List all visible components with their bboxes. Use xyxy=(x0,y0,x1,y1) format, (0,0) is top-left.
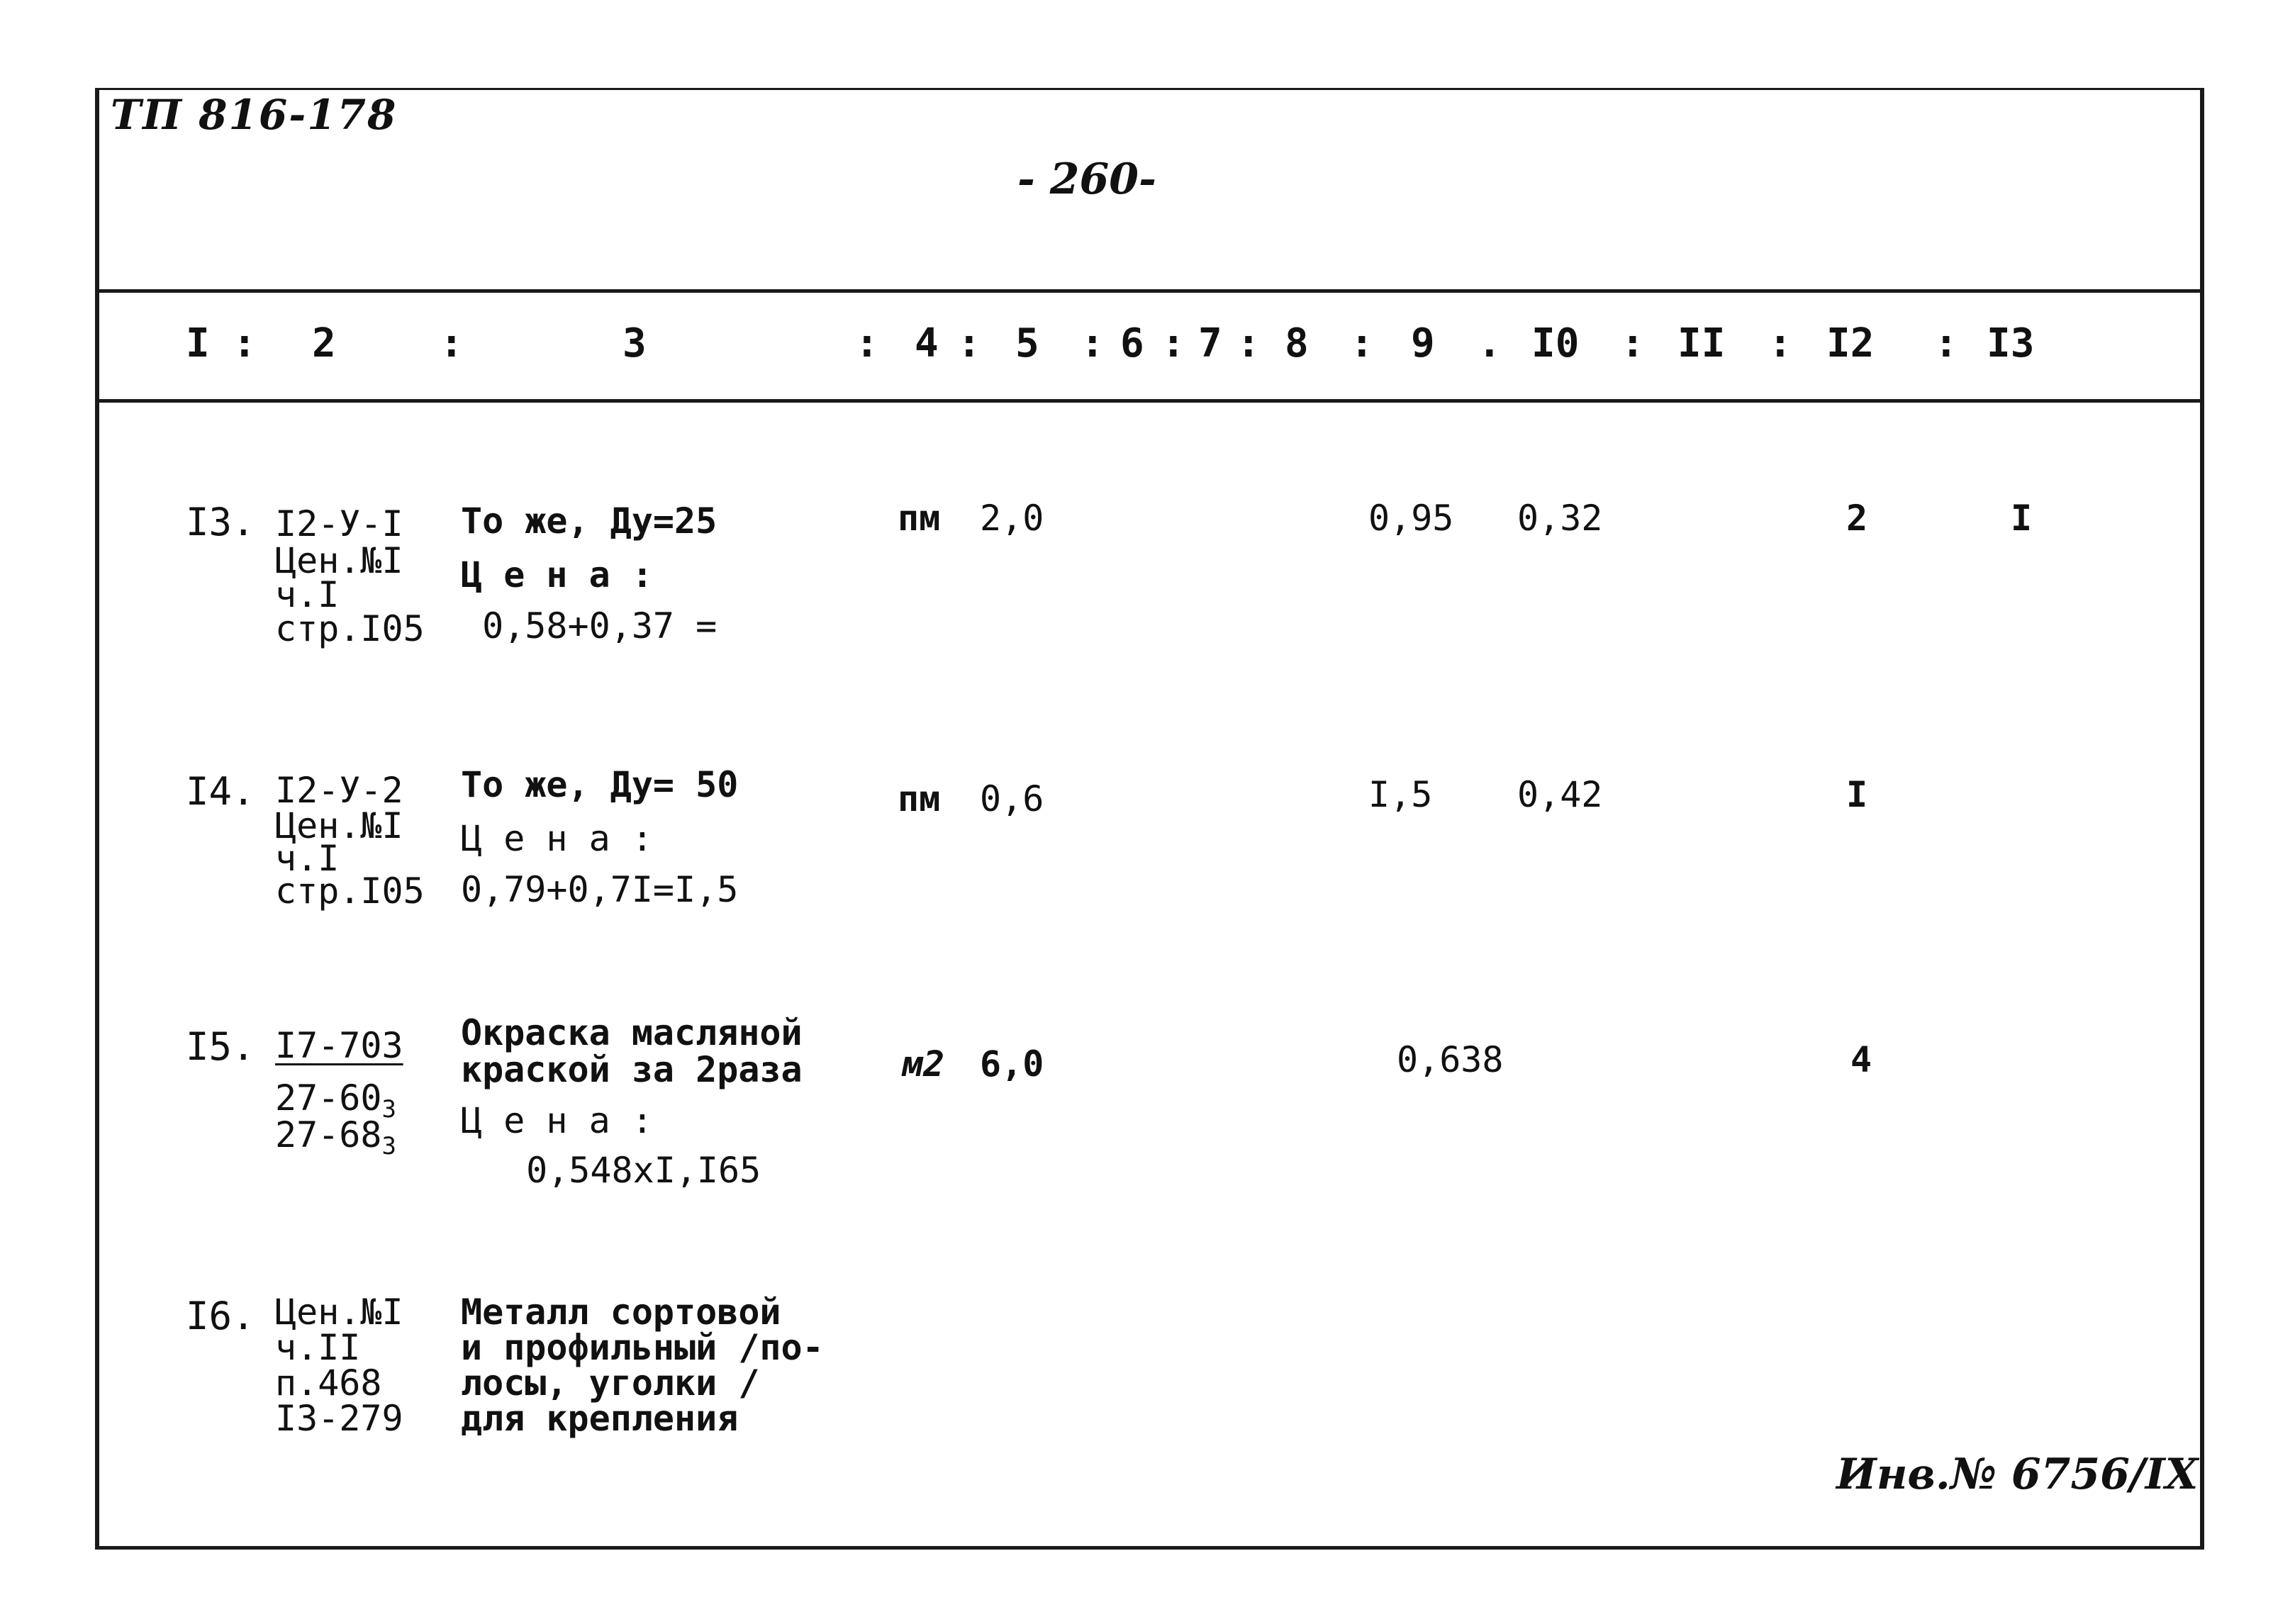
column-header-divider xyxy=(95,399,2204,403)
unit: пм xyxy=(898,778,941,819)
col13-value: I xyxy=(2011,498,2033,539)
col-header-9: 9 xyxy=(1411,320,1435,366)
item-description: Ц е н а : xyxy=(461,554,653,595)
page-frame xyxy=(95,88,2204,1550)
norm-code: $27-60_3$ xyxy=(275,1077,396,1124)
norm-code: I2-У-2 xyxy=(275,770,403,811)
col-separator: : xyxy=(957,320,981,366)
col-header-1: I xyxy=(186,320,210,366)
col-header-8: 8 xyxy=(1285,320,1309,366)
item-description: Окраска масляной xyxy=(461,1012,803,1053)
item-description: для крепления xyxy=(461,1398,739,1439)
col-header-13: I3 xyxy=(1987,320,2035,366)
col-separator: : xyxy=(1768,320,1792,366)
norm-code: стр.I05 xyxy=(275,870,425,912)
document-code: ТП 816-178 xyxy=(111,91,398,139)
row-number: I4. xyxy=(186,769,255,814)
norm-code: Цен.№I xyxy=(275,805,403,846)
quantity: 2,0 xyxy=(980,498,1044,539)
unit: м2 xyxy=(902,1043,945,1085)
item-description: 0,58+0,37 = xyxy=(461,605,717,646)
col10-value: 0,42 xyxy=(1517,774,1603,815)
norm-code: I2-У-I xyxy=(275,503,403,544)
norm-code: Цен.№I xyxy=(275,540,403,581)
item-description: 0,79+0,7I=I,5 xyxy=(461,869,739,910)
norm-code: $27-68_3$ xyxy=(275,1114,396,1160)
col12-value: 2 xyxy=(1846,498,1868,539)
norm-code: I3-279 xyxy=(275,1398,403,1439)
item-description: 0,548xI,I65 xyxy=(505,1150,761,1191)
norm-code: ч.II xyxy=(275,1327,361,1368)
unit: пм xyxy=(898,498,941,539)
row-number: I3. xyxy=(186,500,255,544)
col-separator: : xyxy=(1161,320,1185,366)
quantity: 0,6 xyxy=(980,778,1044,819)
col-separator: : xyxy=(1081,320,1105,366)
item-description: лосы, уголки / xyxy=(461,1362,760,1404)
item-description: краской за 2раза xyxy=(461,1049,803,1090)
norm-code: I7-703 xyxy=(275,1025,403,1066)
item-description: Ц е н а : xyxy=(461,1100,653,1141)
col-separator: : xyxy=(233,320,257,366)
header-divider xyxy=(95,289,2204,293)
col-header-7: 7 xyxy=(1198,320,1222,366)
item-description: Ц е н а : xyxy=(461,818,653,859)
item-description: Металл сортовой xyxy=(461,1292,781,1333)
norm-code: Цен.№I xyxy=(275,1292,403,1333)
col-separator: : xyxy=(1934,320,1958,366)
row-number: I5. xyxy=(186,1024,255,1069)
col12-value: 4 xyxy=(1850,1039,1872,1080)
norm-code: ч.I xyxy=(275,574,340,615)
col-header-6: 6 xyxy=(1120,320,1144,366)
col-separator: : xyxy=(1236,320,1261,366)
col-separator: : xyxy=(440,320,464,366)
col-header-5: 5 xyxy=(1015,320,1039,366)
col-header-10: I0 xyxy=(1531,320,1580,366)
col-separator: . xyxy=(1478,320,1502,366)
col-separator: : xyxy=(1350,320,1374,366)
quantity: 6,0 xyxy=(980,1043,1044,1085)
item-description: То же, Ду=25 xyxy=(461,500,717,542)
item-description: и профильный /по- xyxy=(461,1327,824,1368)
inventory-number: Инв.№ 6756/IX xyxy=(1836,1450,2199,1499)
norm-code: ч.I xyxy=(275,838,340,879)
norm-code: стр.I05 xyxy=(275,608,425,649)
col12-value: I xyxy=(1846,774,1868,815)
col-header-12: I2 xyxy=(1826,320,1875,366)
col-separator: : xyxy=(1621,320,1645,366)
col9-value: 0,638 xyxy=(1397,1039,1504,1080)
col9-value: I,5 xyxy=(1368,774,1433,815)
col-header-3: 3 xyxy=(622,320,647,366)
col9-value: 0,95 xyxy=(1368,498,1454,539)
row-number: I6. xyxy=(186,1294,255,1338)
col-header-2: 2 xyxy=(312,320,336,366)
col-separator: : xyxy=(855,320,879,366)
page-number: - 260- xyxy=(1017,155,1156,204)
norm-code: п.468 xyxy=(275,1362,382,1404)
col-header-11: II xyxy=(1677,320,1726,366)
col10-value: 0,32 xyxy=(1517,498,1603,539)
col-header-4: 4 xyxy=(915,320,939,366)
item-description: То же, Ду= 50 xyxy=(461,764,739,805)
